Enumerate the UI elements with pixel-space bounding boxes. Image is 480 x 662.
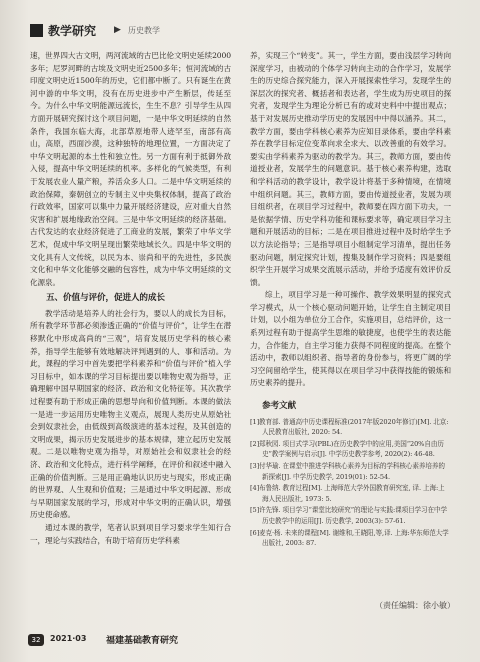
issue-number: 2021·03 (50, 634, 87, 643)
reference-item: [6]麦克·杨. 未来的课程[M]. 谢维和,王晓阳,等,译. 上海:华东师范大学出版社, 2003: 87. (250, 528, 449, 548)
references-heading: 参考文献 (262, 401, 296, 412)
section-square-icon (30, 24, 43, 37)
subsection-title: 历史教学 (128, 26, 160, 35)
reference-item: [5]许先锋. 项目学习“课堂比较研究”的理论与实践:课项目学习在中学历史教学中的运用[J]. 历史教学, 2003(3): 57-61. (250, 506, 448, 525)
reference-item: [4]布鲁纳. 教育过程[M]. 上海师范大学外国教育研究室, 译. 上海:上海人民出版社, 1973: 5. (250, 484, 445, 503)
left-column (30, 50, 231, 547)
editor-credit: （责任编辑：徐小敏） (375, 601, 455, 610)
paragraph: 教学活动是培养人的社会行为，要以人的成长为目标，所有教学环节都必须渗透正确的“价值与评价”，让学生在潜移默化中形成高尚的“三观”，培育发展历史学科的核心素养，指导学生能够有效地解决评判遇到的人、事和活动。为此，课程的学习中首先要把学科素养和“价值与评价”植入学习目标中，如本课的学习目标提出要以唯物史观为指导，正确理解中国早期国家的经济、政治和文化特征等。其次教学过程要有助于形成正确的思想导向和价值判断。本课的做法一是进一步运用历史唯物主义观点，展现人类历史从原始社会到奴隶社会，由低级到高级演进的基本过程，及其创造的文明成果，揭示历史发展进步的基本规律，建立起历史发展观。二是以唯物史观为指导，对原始社会和奴隶社会的经济、政治和文化特点，进行科学阐释，在评价和叙述中融入正确的价值判断。三是用正确地认识历史与现实，形成正确的世界观、人生观和价值观；三是通过中华文明起源、形成与早期国家发展的学习，形成对中华文明的正确认识，增强历史使命感。 (30, 308, 231, 520)
section-title: 教学研究 (48, 24, 97, 38)
journal-name: 福建基础教育研究 (106, 636, 179, 646)
paragraph: 综上，项目学习是一种可操作、教学效果明显的探究式学习模式，从一个核心驱动问题开始，让学生自主制定项目计划，以小组为单位分工合作，实施项目，总结评价，这一系列过程有助于提高学生思维的敏捷度，也使学生的表达能力，合作能力，自主学习能力获得不同程度的提高。在整个活动中，教师以组织者、指导者的身份参与，将更广阔的学习空间留给学生，使其得以在项目学习中获得技能的锻炼和历史素养的提升。 (250, 290, 451, 388)
reference-item: [1]教育部. 普通高中历史课程标准(2017年版2020年修订)[M]. 北京:人民教育出版社, 2020: 54. (250, 417, 449, 437)
page-header (30, 22, 450, 44)
page-number: 32 (28, 634, 44, 646)
paragraph: 速，世界四大古文明，两河流域的古巴比伦文明史延续2000多年；尼罗河畔的古埃及文明史近2500多年；恒河流域的古印度文明史近1500年的历史，它们都中断了。只有诞生在黄河中游的中华文明，没有在历史进步中产生断层，传延至今。为什么中华文明能源远流长，生生不息？引导学生从四方面开展研究探讨这个项目问题，一是中华文明延续的自然条件，我国东临大海，北部草原地带人迹罕至，南部有高山，高原，西面沙漠，这种独特的地理位置，一方面决定了中华文明起源的本土性和独立性。另一方面有利于抵御外敌入侵，提高中华文明延续的机率。多样化的气候类型，有利于发展农业人量产粮，养活众多人口。二是中华文明延续的政治保障，秦朝创立的专制主义中央集权体制，提高了政治行政效率，国家可以集中力量开展经济建设，应对重大自然灾害和扩展地缘政治空间。三是中华文明延续的经济基础。古代发达的农业经济促进了工商业的发展，繁荣了中华文学艺术，促成中华文明呈现出繁荣地域长久。四是中华文明的文化具有人文传统，以民为本、崇尚和平的先进性，多民族文化和中华文化能够交融的包容性，成为中华文明延续的文化源泉。 (30, 51, 231, 287)
reference-list (250, 417, 451, 549)
paragraph: 养，实现三个“转变”。其一，学生方面，要由浅层学习转向深度学习，由被动的个体学习转向主动的合作学习，发展学生的历史综合探究能力，深入开展探索性学习，发现学生的深层次的探究者、概括者和表达者，学生成为历史项目的探究者，发现学生为理论分析已有的或对史料中中提出观点；基于对发展历史推动学历史的发展因中中得以涵养。其二，教学方面，要由学科核心素养为应知目录体系，要由学科素养在教学目标定位变革向求全求大、以改善重的有效学习。要实由学科素养为驱动的教学为。其三，教师方面，要由传道授业者，发展学生的问题意识。基于核心素养构建，选取和学科活动的教学设计，教学设计将基于多种情境，在情境中组织问题。其三，教师方面，要由传道授业者，发展为项目组织者，在项目学习过程中，教师要在四方面下功夫，一是依据学情、历史学科功能和课标要求等，确定项目学习主题和开展活动的目标；二是在项目推进过程中及时给学生予以方法论指导；三是指导项目小组制定学习清单，提出任务驱动问题，制定探究计划，搜集及制作学习资料；四是要组织学生开展学习成果交流展示活动，并给予适度有效评价反馈。 (250, 51, 451, 287)
reference-item: [3]付华瑜. 在课堂中推进学科核心素养为目标的学科核心素养培养的新探索[J]. 中学历史教学, 2019(01): 52-54. (250, 462, 445, 481)
arrow-right-icon: ▶ (114, 25, 121, 35)
paragraph: 通过本课的教学，笔者认识到项目学习要求学生知行合一，理论与实践结合，有助于培育历史学科素 (30, 522, 231, 545)
reference-item: [2]郑秋园. 项目式学习(PBL)在历史教学中的应用,美国“20%自由历史”教学案例与启示[J]. 中学历史教学参考, 2020(2): 46-48. (250, 439, 444, 459)
page-footer (28, 632, 458, 652)
section-heading: 五、价值与评价，促进人的成长 (46, 293, 165, 304)
right-column (250, 50, 451, 550)
